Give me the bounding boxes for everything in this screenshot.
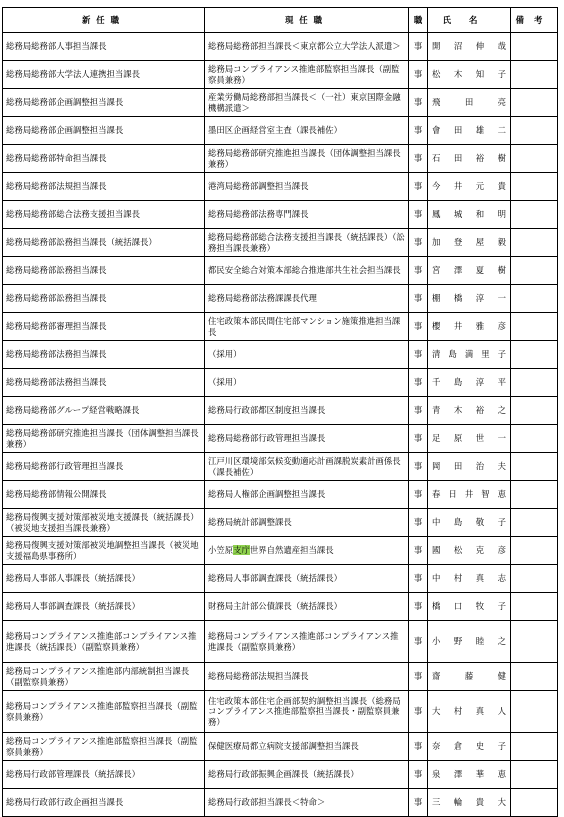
new-post-cell: 総務局総務部訟務担当課長 [3,257,205,285]
table-row [3,257,558,285]
new-post-cell: 総務局総務部グループ経営戦略課長 [3,397,205,425]
current-post-cell: 住宅政策本部住宅企画部契約調整担当課長（総務局コンプライアンス推進部監察担当課長・副監察員兼務） [205,691,409,733]
note-cell [511,117,558,145]
note-cell [511,257,558,285]
note-cell [511,173,558,201]
rank-cell: 事 [409,509,428,537]
table-row [3,145,558,173]
rank-cell: 事 [409,341,428,369]
new-post-cell: 総務局総務部企画調整担当課長 [3,117,205,145]
name-cell [428,173,511,201]
rank-cell: 事 [409,145,428,173]
table-row [3,565,558,593]
current-post-cell: 都民安全総合対策本部総合推進部共生社会担当課長 [205,257,409,285]
new-post-cell: 総務局総務部情報公開課長 [3,481,205,509]
current-post-cell: 産業労働局総務部担当課長＜（一社）東京国際金融機構派遣＞ [205,89,409,117]
new-post-cell: 総務局総務部特命担当課長 [3,145,205,173]
person-name: 會 田 雄 二 [432,125,506,136]
rank-cell: 事 [409,621,428,663]
table-row [3,593,558,621]
table-row [3,285,558,313]
name-cell [428,313,511,341]
rank-cell: 事 [409,397,428,425]
current-post-cell: 総務局コンプライアンス推進部コンプライアンス推進課長（副監察員兼務） [205,621,409,663]
new-post-cell: 総務局行政部管理課長（統括課長） [3,761,205,789]
person-name: 中 島 敬 子 [432,517,506,528]
name-cell [428,341,511,369]
new-post-cell: 総務局人事部人事課長（統括課長） [3,565,205,593]
new-post-cell: 総務局総務部法務担当課長 [3,341,205,369]
name-cell [428,453,511,481]
person-name: 加 登 屋 毅 [432,237,506,248]
table-row [3,425,558,453]
person-name: 石 田 裕 樹 [432,153,506,164]
name-cell [428,481,511,509]
note-cell [511,61,558,89]
table-row [3,481,558,509]
person-name: 泉 澤 華 恵 [432,769,506,780]
table-row [3,229,558,257]
new-post-cell: 総務局人事部調査課長（統括課長） [3,593,205,621]
note-cell [511,425,558,453]
note-cell [511,313,558,341]
table-row [3,341,558,369]
note-cell [511,285,558,313]
person-name: 今 井 元 貴 [432,181,506,192]
name-cell [428,229,511,257]
note-cell [511,593,558,621]
rank-cell: 事 [409,733,428,761]
table-row [3,397,558,425]
note-cell [511,761,558,789]
rank-cell: 事 [409,593,428,621]
current-post-cell: 総務局総務部法務課課長代理 [205,285,409,313]
name-cell [428,145,511,173]
current-post-cell: 総務局総務部法規担当課長 [205,663,409,691]
person-name: 櫻 井 雅 彦 [432,321,506,332]
person-name: 飛 田 亮 [432,97,506,108]
new-post-cell: 総務局総務部人事担当課長 [3,33,205,61]
rank-cell: 事 [409,789,428,817]
rank-cell: 事 [409,663,428,691]
current-post-cell: 総務局総務部行政管理担当課長 [205,425,409,453]
current-post-cell: （採用） [205,341,409,369]
name-cell [428,397,511,425]
new-post-cell: 総務局総務部総合法務支援担当課長 [3,201,205,229]
table-row [3,621,558,663]
table-row [3,369,558,397]
table-row [3,313,558,341]
table-row [3,89,558,117]
rank-cell: 事 [409,33,428,61]
note-cell [511,691,558,733]
person-name: 國 松 克 彦 [432,545,506,556]
new-post-cell: 総務局総務部法務担当課長 [3,369,205,397]
name-cell [428,61,511,89]
rank-cell: 事 [409,89,428,117]
person-name: 青 木 裕 之 [432,405,506,416]
name-cell [428,117,511,145]
table-row [3,201,558,229]
current-post-cell: 保健医療局都立病院支援部調整担当課長 [205,733,409,761]
current-post-cell: 総務局人事部調査課長（統括課長） [205,565,409,593]
person-name: 宮 澤 夏 樹 [432,265,506,276]
name-cell [428,691,511,733]
rank-cell: 事 [409,425,428,453]
header-name: 氏名 [428,8,511,33]
new-post-cell: 総務局行政部行政企画担当課長 [3,789,205,817]
new-post-cell: 総務局総務部訟務担当課長（統括課長） [3,229,205,257]
name-cell [428,425,511,453]
header-row [3,8,558,33]
current-post-cell: 住宅政策本部民間住宅部マンション施策推進担当課長 [205,313,409,341]
rank-cell: 事 [409,285,428,313]
note-cell [511,229,558,257]
person-name: 岡 田 治 夫 [432,461,506,472]
current-post-cell: 港湾局総務部調整担当課長 [205,173,409,201]
table-row [3,509,558,537]
table-row [3,537,558,565]
person-name: 鳳 城 和 明 [432,209,506,220]
current-post-cell: 江戸川区環境部気候変動適応計画課脱炭素計画係長（課長補佐） [205,453,409,481]
rank-cell: 事 [409,369,428,397]
table-row [3,663,558,691]
rank-cell: 事 [409,761,428,789]
current-post-cell: 総務局コンプライアンス推進部監察担当課長（副監察員兼務） [205,61,409,89]
person-name: 清 島 満 里 子 [432,349,506,360]
header-current-post: 現任職 [205,8,409,33]
person-name: 開 沼 伸 哉 [432,41,506,52]
name-cell [428,33,511,61]
table-row [3,173,558,201]
person-name: 足 原 世 一 [432,433,506,444]
current-post-cell: 総務局総務部法務専門課長 [205,201,409,229]
new-post-cell: 総務局総務部法規担当課長 [3,173,205,201]
rank-cell: 事 [409,481,428,509]
person-name: 松 木 知 子 [432,69,506,80]
name-cell [428,201,511,229]
note-cell [511,481,558,509]
person-name: 中 村 真 志 [432,573,506,584]
note-cell [511,145,558,173]
new-post-cell: 総務局復興支援対策部被災地支援課長（統括課長）（被災地支援担当課長兼務） [3,509,205,537]
table-row [3,33,558,61]
name-cell [428,89,511,117]
name-cell [428,663,511,691]
table-row [3,761,558,789]
name-cell [428,537,511,565]
new-post-cell: 総務局コンプライアンス推進部コンプライアンス推進課長（統括課長）（副監察員兼務） [3,621,205,663]
rank-cell: 事 [409,313,428,341]
new-post-cell: 総務局コンプライアンス推進部監察担当課長（副監察員兼務） [3,733,205,761]
current-post-cell: 総務局総務部担当課長＜東京都公立大学法人派遣＞ [205,33,409,61]
header-rank: 職 [409,8,428,33]
rank-cell: 事 [409,173,428,201]
rank-cell: 事 [409,61,428,89]
name-cell [428,789,511,817]
table-row [3,453,558,481]
table-row [3,61,558,89]
rank-cell: 事 [409,229,428,257]
table-row [3,117,558,145]
current-post-cell: 総務局行政部都区制度担当課長 [205,397,409,425]
rank-cell: 事 [409,201,428,229]
name-cell [428,285,511,313]
new-post-cell: 総務局総務部行政管理担当課長 [3,453,205,481]
note-cell [511,201,558,229]
name-cell [428,761,511,789]
personnel-table [2,7,558,817]
note-cell [511,89,558,117]
current-post-cell: 総務局総務部研究推進担当課長（団体調整担当課長兼務） [205,145,409,173]
name-cell [428,257,511,285]
note-cell [511,789,558,817]
current-post-text: 小笠原 [208,545,234,556]
name-cell [428,565,511,593]
new-post-cell: 総務局総務部研究推進担当課長（団体調整担当課長兼務） [3,425,205,453]
note-cell [511,663,558,691]
person-name: 奈 倉 史 子 [432,741,506,752]
person-name: 大 村 真 人 [432,706,506,717]
current-post-text: 世界自然遺産担当課長 [249,545,334,556]
rank-cell: 事 [409,537,428,565]
note-cell [511,397,558,425]
rank-cell: 事 [409,453,428,481]
table-row [3,789,558,817]
person-name: 橋 口 牧 子 [432,601,506,612]
name-cell [428,593,511,621]
person-name: 千 島 淳 平 [432,377,506,388]
note-cell [511,537,558,565]
note-cell [511,509,558,537]
note-cell [511,33,558,61]
new-post-cell: 総務局総務部審理担当課長 [3,313,205,341]
person-name: 春 日 井 智 恵 [432,489,506,500]
table-row [3,733,558,761]
current-post-cell: 墨田区企画経営室主査（課長補佐） [205,117,409,145]
current-post-cell: 総務局統計部調整課長 [205,509,409,537]
table-row [3,691,558,733]
new-post-cell: 総務局総務部企画調整担当課長 [3,89,205,117]
person-name: 三 輪 貴 大 [432,797,506,808]
name-cell [428,509,511,537]
current-post-cell: 総務局行政部振興企画課長（統括課長） [205,761,409,789]
new-post-cell: 総務局総務部大学法人連携担当課長 [3,61,205,89]
new-post-cell: 総務局コンプライアンス推進部内部統制担当課長（副監察員兼務） [3,663,205,691]
name-cell [428,733,511,761]
note-cell [511,621,558,663]
rank-cell: 事 [409,117,428,145]
person-name: 小 野 睦 之 [432,636,506,647]
current-post-cell: 総務局行政部担当課長＜特命＞ [205,789,409,817]
rank-cell: 事 [409,257,428,285]
new-post-cell: 総務局復興支援対策部被災地調整担当課長（被災地支援福島県事務所） [3,537,205,565]
new-post-cell: 総務局総務部訟務担当課長 [3,285,205,313]
note-cell [511,565,558,593]
current-post-cell: 総務局総務部総合法務支援担当課長（統括課長）（訟務担当課長兼務） [205,229,409,257]
highlighted-text: 支庁 [233,545,250,556]
name-cell [428,369,511,397]
current-post-cell: （採用） [205,369,409,397]
note-cell [511,453,558,481]
note-cell [511,369,558,397]
note-cell [511,341,558,369]
header-note: 備考 [511,8,558,33]
person-name: 齋 藤 健 [432,671,506,682]
current-post-cell: 財務局主計部公債課長（統括課長） [205,593,409,621]
header-new-post: 新任職 [3,8,205,33]
note-cell [511,733,558,761]
person-name: 棚 橋 淳 一 [432,293,506,304]
current-post-cell: 総務局人権部企画調整担当課長 [205,481,409,509]
rank-cell: 事 [409,691,428,733]
rank-cell: 事 [409,565,428,593]
current-post-cell [205,537,409,565]
name-cell [428,621,511,663]
new-post-cell: 総務局コンプライアンス推進部監察担当課長（副監察員兼務） [3,691,205,733]
